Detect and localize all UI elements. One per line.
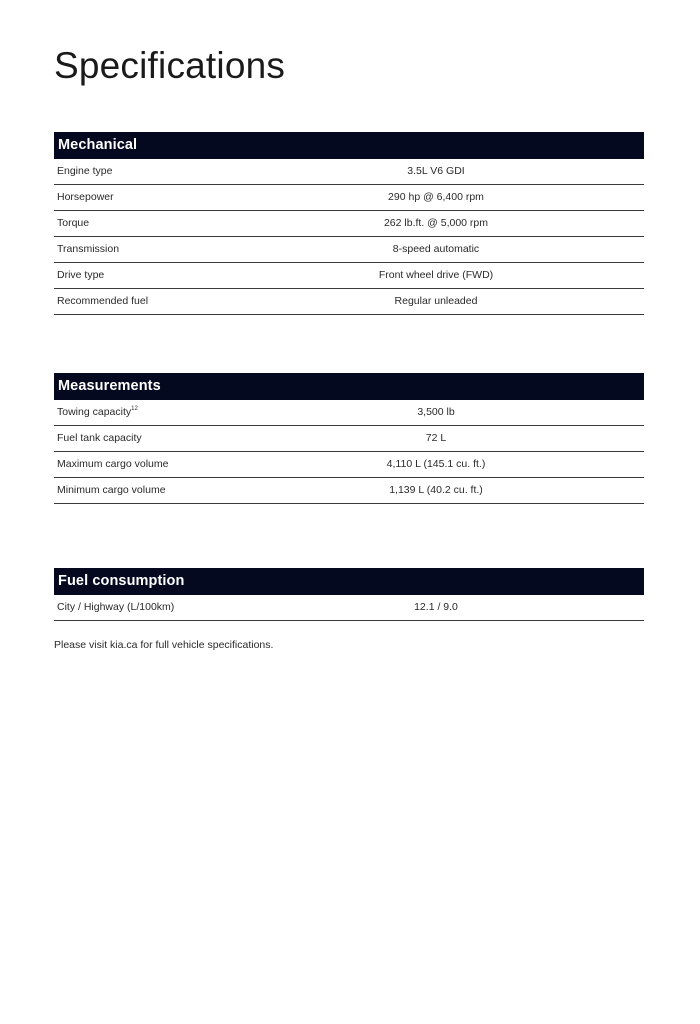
spec-row-torque bbox=[54, 211, 644, 237]
footnote-marker: 12 bbox=[131, 406, 138, 412]
spec-row-fuel-tank-capacity bbox=[54, 426, 644, 452]
spec-value: 262 lb.ft. @ 5,000 rpm bbox=[383, 217, 489, 229]
spec-value: 1,139 L (40.2 cu. ft.) bbox=[389, 484, 483, 496]
spec-value: 4,110 L (145.1 cu. ft.) bbox=[386, 458, 486, 470]
page-title: Specifications bbox=[54, 45, 286, 86]
spec-label-text: Towing capacity bbox=[57, 406, 132, 418]
spec-row-engine-type bbox=[54, 159, 644, 185]
spec-row-city-highway bbox=[54, 595, 644, 621]
spec-value: 8-speed automatic bbox=[392, 243, 480, 255]
spec-row-horsepower bbox=[54, 185, 644, 211]
measurements-section bbox=[54, 373, 644, 504]
spec-value: Regular unleaded bbox=[394, 295, 478, 307]
section-heading: Mechanical bbox=[54, 132, 644, 159]
spec-value: 72 L bbox=[425, 432, 447, 444]
mechanical-section bbox=[54, 132, 644, 315]
spec-label: Torque bbox=[57, 217, 90, 229]
spec-row-maximum-cargo-volume bbox=[54, 452, 644, 478]
spec-label: Fuel tank capacity bbox=[57, 432, 142, 444]
spec-label: Engine type bbox=[57, 165, 113, 177]
spec-label: Maximum cargo volume bbox=[57, 458, 169, 470]
spec-label: Drive type bbox=[57, 269, 105, 281]
spec-value: 290 hp @ 6,400 rpm bbox=[388, 191, 484, 203]
spec-label: Minimum cargo volume bbox=[57, 484, 166, 496]
spec-value: 3,500 lb bbox=[417, 406, 455, 418]
spec-row-towing-capacity bbox=[54, 400, 644, 426]
spec-label: City / Highway (L/100km) bbox=[57, 601, 175, 613]
spec-label: Transmission bbox=[57, 243, 120, 255]
spec-row-minimum-cargo-volume bbox=[54, 478, 644, 504]
spec-label bbox=[57, 400, 138, 425]
spec-row-transmission bbox=[54, 237, 644, 263]
spec-row-recommended-fuel bbox=[54, 289, 644, 315]
spec-row-drive-type bbox=[54, 263, 644, 289]
spec-value: 3.5L V6 GDI bbox=[407, 165, 465, 177]
spec-label: Horsepower bbox=[57, 191, 114, 203]
spec-value: Front wheel drive (FWD) bbox=[378, 269, 494, 281]
section-heading: Measurements bbox=[54, 373, 644, 400]
footnote-text: Please visit kia.ca for full vehicle specifications. bbox=[54, 639, 274, 651]
spec-value: 12.1 / 9.0 bbox=[414, 601, 458, 613]
fuel-consumption-section bbox=[54, 568, 644, 621]
spec-label: Recommended fuel bbox=[57, 295, 149, 307]
section-heading: Fuel consumption bbox=[54, 568, 644, 595]
